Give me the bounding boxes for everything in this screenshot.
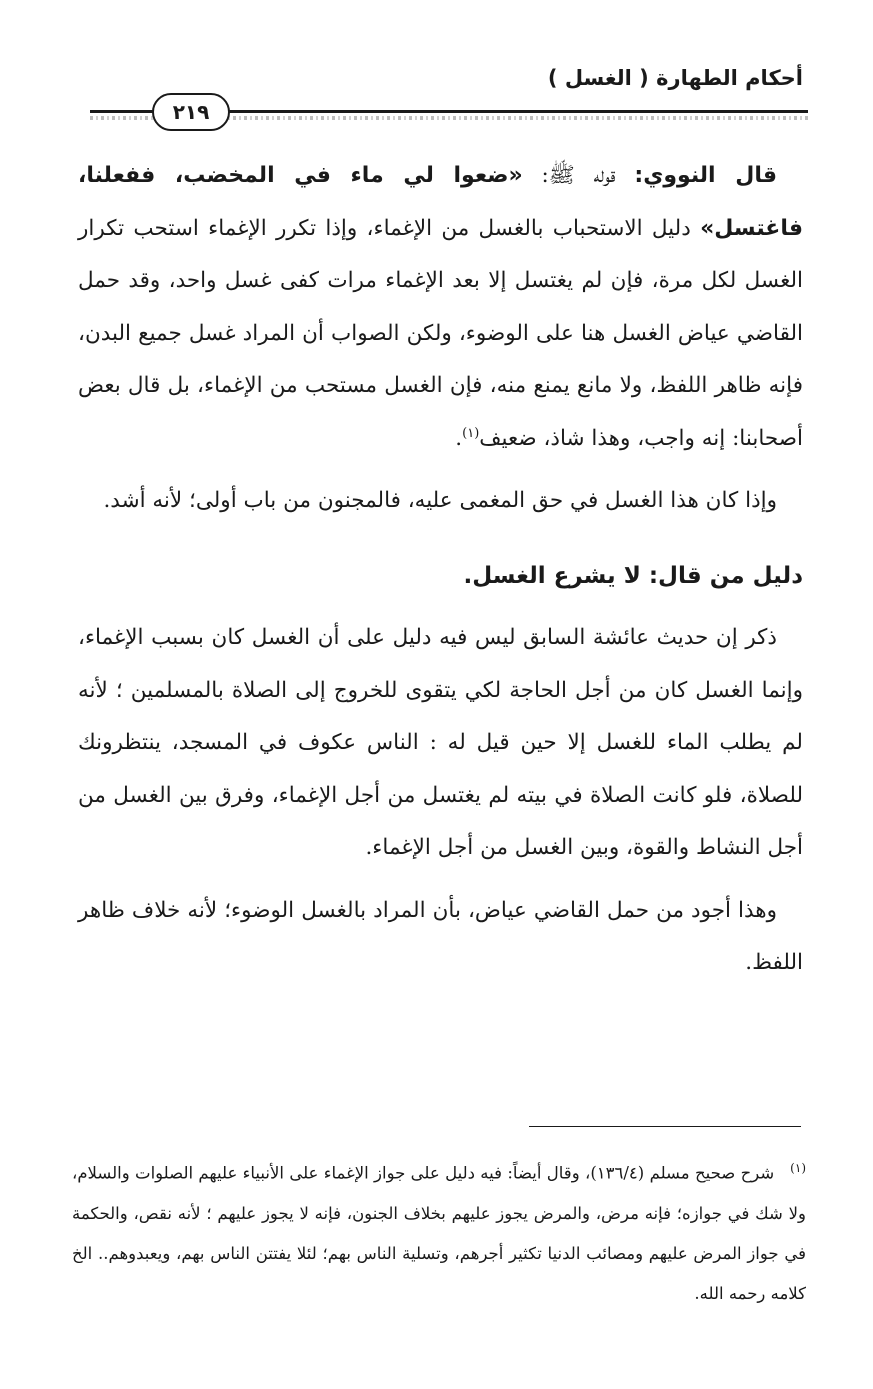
paragraph-nawawi [78, 150, 803, 465]
hadith-quote: «ضعوا لي ماء في المخضب، ففعلنا، فاغتسل» [78, 163, 803, 241]
paragraph-lead: قال النووي: [634, 163, 777, 188]
paragraph-conclusion: وهذا أجود من حمل القاضي عياض، بأن المراد بالغسل الوضوء؛ لأنه خلاف ظاهر اللفظ. [78, 897, 803, 975]
paragraph-majnun: وإذا كان هذا الغسل في حق المغمى عليه، فالمجنون من باب أولى؛ لأنه أشد. [103, 488, 777, 513]
footnote-reference[interactable]: (١) [462, 425, 480, 441]
page-number: ٢١٩ [152, 93, 230, 131]
paragraph-text: دليل الاستحباب بالغسل من الإغماء، وإذا تكرر الإغماء استحب تكرار الغسل لكل مرة، فإن لم يغتسل إلا بعد الإغماء مرات كفى غسل واحد، وقد حمل القاضي عياض الغسل هنا على الوضوء، ولكن الصواب أن المراد غسل جميع البدن، فإنه ظاهر اللفظ، ولا مانع يمنع منه، فإن الغسل مستحب من الإغماء، بل قال بعض أصحابنا: إنه واجب، وهذا شاذ، ضعيف [78, 215, 803, 451]
paragraph-end: . [455, 425, 463, 451]
footnote-separator [529, 1126, 801, 1127]
main-text [78, 150, 803, 990]
footnote-marker: (١) [790, 1161, 806, 1175]
paragraph-aisha-hadith: ذكر إن حديث عائشة السابق ليس فيه دليل على أن الغسل كان بسبب الإغماء، وإنما الغسل كان من أجل الحاجة لكي يتقوى للخروج إلى الصلاة بالمسلمين ؛ لأنه لم يطلب الماء للغسل إلا حين قيل له : الناس عكوف في المسجد، ينتظرونك للصلاة، فلو كانت الصلاة في بيته لم يغتسل من أجل الإغماء، وفرق بين الغسل من أجل النشاط والقوة، وبين الغسل من أجل الإغماء. [78, 625, 803, 860]
section-heading: دليل من قال: لا يشرع الغسل. [463, 562, 803, 589]
footnotes [72, 1148, 806, 1314]
footnote-text: شرح صحيح مسلم (١٣٦/٤)، وقال أيضاً: فيه دليل على جواز الإغماء على الأنبياء عليهم الصلوات والسلام، ولا شك في جوازه؛ فإنه مرض، والمرض يجوز عليهم بخلاف الجنون، فإنه لا يجوز عليهم ؛ لأنه نقص، والحكمة في جواز المرض عليهم ومصائب الدنيا تكثير أجرهم، وتسلية الناس بهم؛ لئلا يفتتن الناس بهم، ويعبدوهم.. الخ كلامه رحمه الله. [72, 1163, 806, 1303]
running-header-title: أحكام الطهارة ( الغسل ) [547, 66, 803, 90]
paragraph-text: قوله ﷺ: [522, 163, 635, 188]
footnote-item [72, 1148, 806, 1314]
